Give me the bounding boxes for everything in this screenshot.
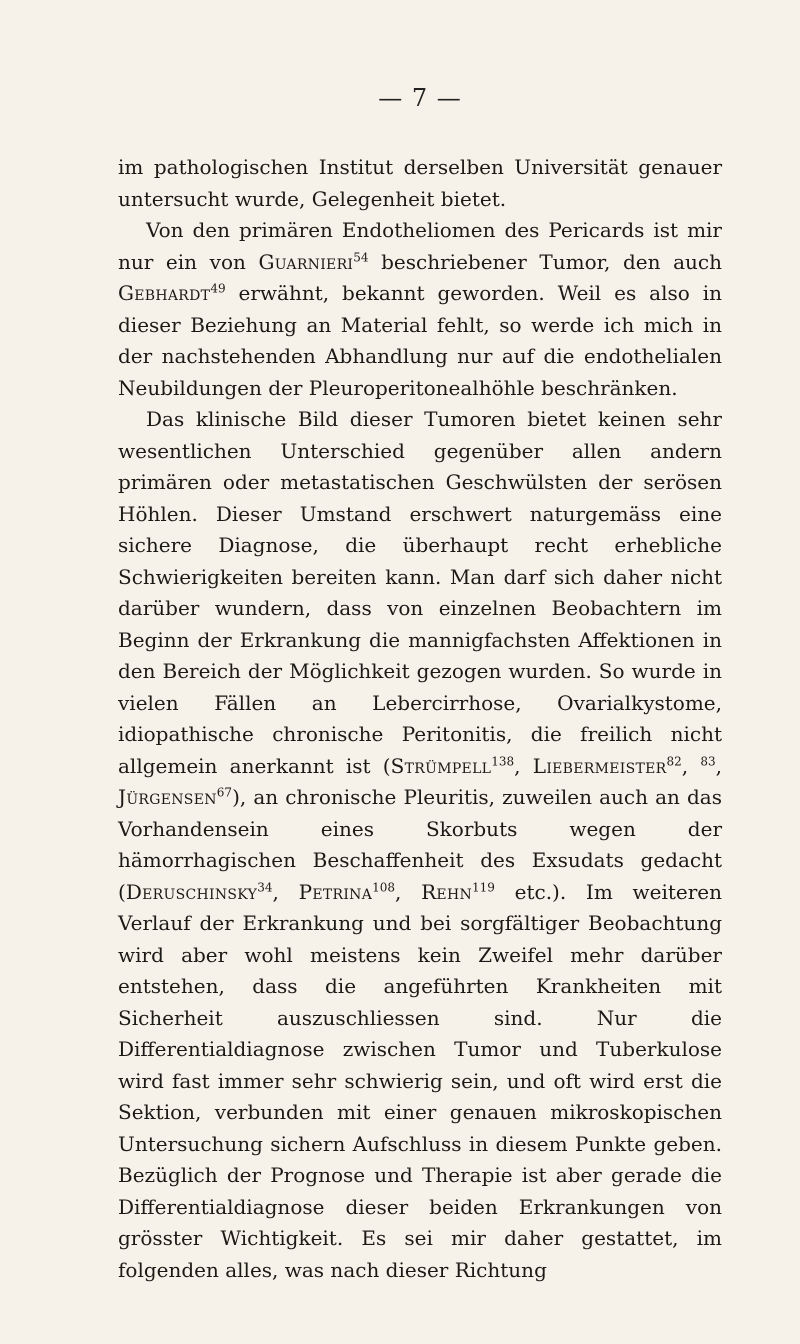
text-run: beschriebener Tumor, den auch: [368, 249, 722, 274]
author-name: Liebermeister: [532, 753, 667, 778]
text-run: ,: [681, 753, 701, 778]
text-run: im pathologischen Institut derselben Universität genauer untersucht wurde, Gelegenheit bietet.: [118, 155, 722, 211]
text-run: erwähnt, bekannt geworden. Weil es also in dieser Beziehung an Material fehlt, so werde ich mich in der nachstehenden Abhandlung nur auf die endothelialen Neubildungen der Pleuroperitonealhöhle beschränken.: [118, 281, 722, 400]
paragraph: [118, 152, 722, 215]
author-name: Rehn: [421, 879, 473, 904]
author-name: Deruschinsky: [125, 879, 258, 904]
paragraph: [118, 404, 722, 1286]
text-run: etc.). Im weiteren Verlauf der Erkrankung und bei sorgfältiger Beobachtung wird aber wohl meistens kein Zweifel mehr darüber entstehen, dass die angeführten Krankheiten mit Sicherheit auszuschliessen sind. Nur die Differentialdiagnose zwischen Tumor und Tuberkulose wird fast immer sehr schwierig sein, und oft wird erst die Sektion, verbunden mit einer genauen mikroskopischen Untersuchung sichern Aufschluss in diesem Punkte geben. Bezüglich der Prognose und Therapie ist aber gerade die Differentialdiagnose dieser beiden Erkrankungen von grösster Wichtigkeit. Es sei mir daher gestattet, im folgenden alles, was nach dieser Richtung: [118, 879, 722, 1282]
text-run: Von den primären Endotheliomen des Pericards ist mir nur ein von: [118, 218, 722, 274]
reference-number: 83: [700, 753, 716, 768]
body-text: [118, 152, 722, 1286]
text-run: ), an chronische Pleuritis, zuweilen auch an das Vorhandensein eines Skorbuts wegen der hämorrhagischen Beschaffenheit des Exsudats gedacht (: [118, 785, 722, 904]
reference-number: 67: [216, 785, 233, 800]
reference-number: 108: [372, 879, 396, 894]
text-run: ,: [272, 879, 299, 904]
text-run: ,: [715, 753, 723, 778]
text-run: Das klinische Bild dieser Tumoren bietet keinen sehr wesentlichen Unterschied gegenüber allen andern primären oder metastatischen Geschwülsten der serösen Höhlen. Dieser Umstand erschwert naturgemäss eine sichere Diagnose, die überhaupt recht erhebliche Schwierigkeiten bereiten kann. Man darf sich daher nicht darüber wundern, dass von einzelnen Beobachtern im Beginn der Erkrankung die mannigfachsten Affektionen in den Bereich der Möglichkeit gezogen wurden. So wurde in vielen Fällen an Lebercirrhose, Ovarialkystome, idiopathische chronische Peritonitis, die freilich nicht allgemein anerkannt ist (: [118, 407, 722, 778]
page-number: — 7 —: [378, 84, 462, 112]
author-name: Strümpell: [390, 753, 492, 778]
author-name: Gebhardt: [118, 281, 211, 305]
paragraph: [118, 215, 722, 404]
text-run: ,: [514, 753, 533, 778]
reference-number: 82: [666, 753, 682, 768]
reference-number: 119: [472, 879, 495, 894]
reference-number: 54: [353, 249, 369, 264]
reference-number: 34: [257, 879, 273, 894]
author-name: Jürgensen: [118, 785, 217, 809]
reference-number: 49: [210, 281, 226, 296]
reference-number: 138: [491, 753, 515, 768]
text-run: ,: [395, 879, 422, 904]
author-name: Petrina: [298, 879, 373, 904]
author-name: Guarnieri: [258, 249, 354, 274]
